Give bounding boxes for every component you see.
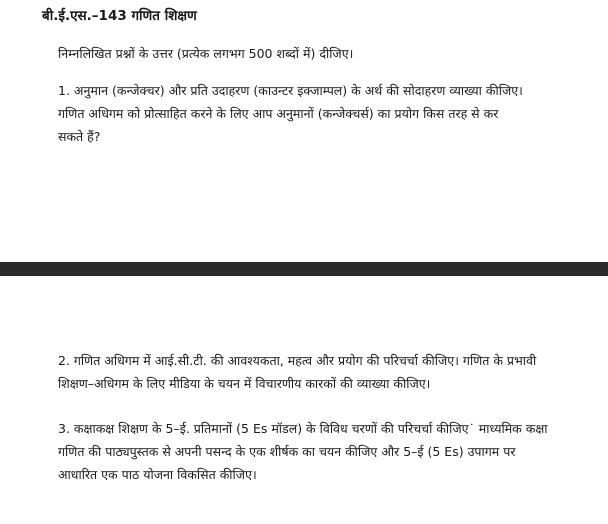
question-1-line-3: सकते हैं? [58,129,101,144]
question-2-line-2: शिक्षण–अधिगम के लिए मीडिया के चयन में विचारणीय कारकों की व्याख्या कीजिए। [58,376,431,391]
question-3-line-3: आधारित एक पाठ योजना विकसित कीजिए। [58,467,257,482]
question-1-line-1: 1. अनुमान (कन्जेक्चर) और प्रति उदाहरण (काउन्टर इक्जाम्पल) के अर्थ की सोदाहरण व्याख्या कीजिए। [58,83,523,98]
page-divider [0,262,608,276]
page-bottom-section [0,276,608,524]
question-3-line-2: गणित की पाठ्यपुस्तक से अपनी पसन्द के एक शीर्षक का चयन कीजिए और 5–ई (5 Es) उपागम पर [58,444,516,459]
question-1-line-2: गणित अधिगम को प्रोत्साहित करने के लिए आप अनुमानों (कन्जेक्चर्स) का प्रयोग किस तरह से कर [58,106,499,121]
question-2-line-1: 2. गणित अधिगम में आई.सी.टी. की आवश्यकता, महत्व और प्रयोग की परिचर्चा कीजिए। गणित के प्रभावी [58,353,537,368]
question-3-line-1: 3. कक्षाकक्ष शिक्षण के 5–ई. प्रतिमानों (5 Es मॉडल) के विविध चरणों की परिचर्चा कीजिए˙ माध्यमिक कक्षा [58,421,548,436]
page-title: बी.ई.एस.–143 गणित शिक्षण [42,8,197,24]
instruction-text: निम्नलिखित प्रश्नों के उत्तर (प्रत्येक लगभग 500 शब्दों में) दीजिए। [58,46,354,61]
question-2 [58,349,594,395]
question-3 [58,417,594,486]
question-1 [58,79,594,148]
